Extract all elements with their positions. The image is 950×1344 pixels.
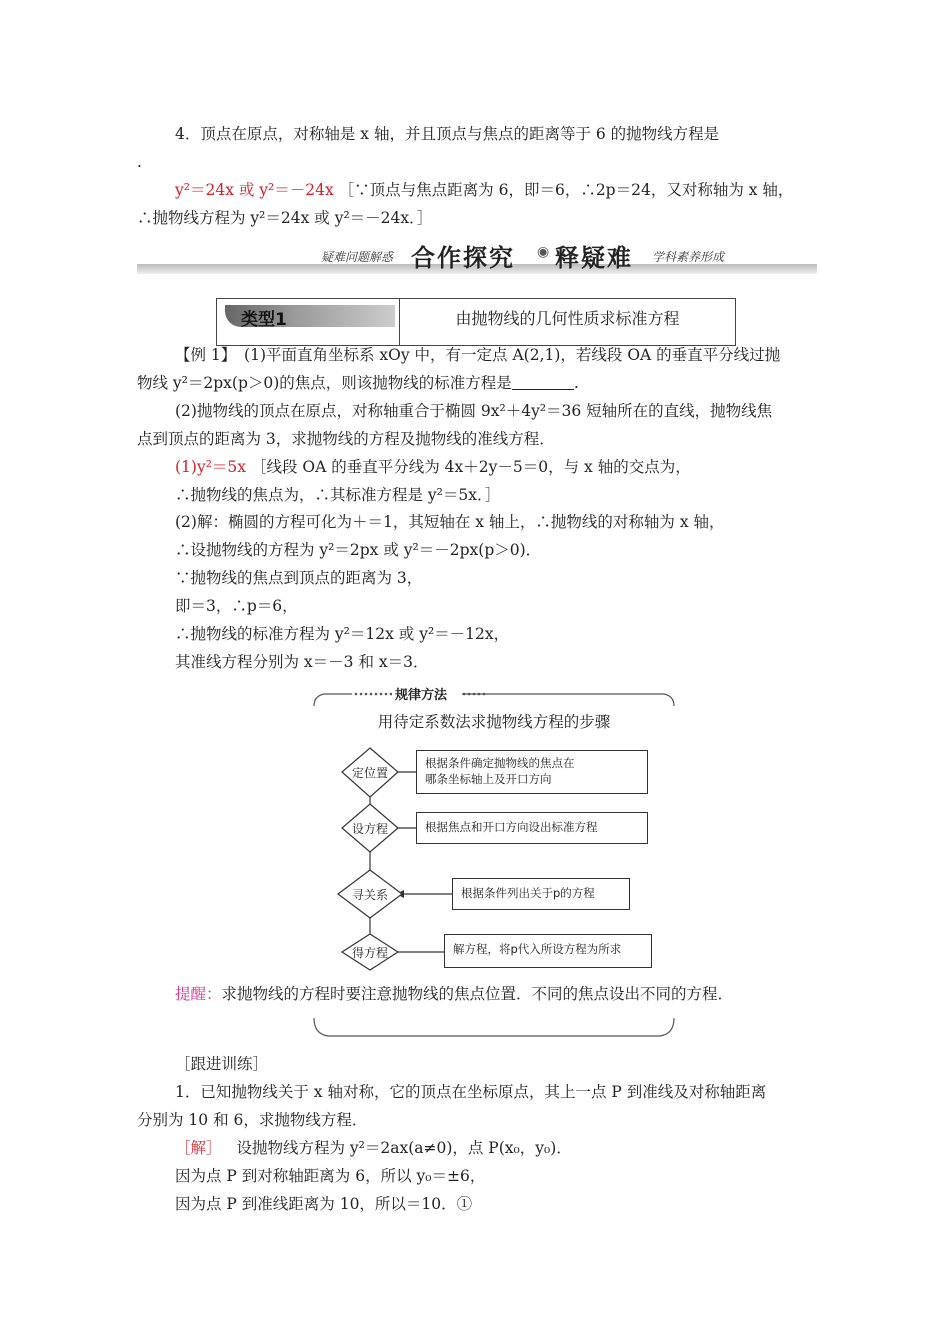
practice-header: ［跟进训练］ bbox=[175, 1055, 269, 1073]
q4-line1: 4．顶点在原点，对称轴是 x 轴，并且顶点与焦点的距离等于 6 的抛物线方程是 bbox=[175, 125, 720, 143]
step4-diamond-label: 得方程 bbox=[351, 946, 388, 960]
tip-text: 求抛物线的方程时要注意抛物线的焦点位置．不同的焦点设出不同的方程． bbox=[221, 985, 734, 1003]
practice-sol1: 设抛物线方程为 y²＝2ax(a≠0)，点 P(x₀，y₀)． bbox=[236, 1139, 572, 1157]
practice-sol-label: ［解］ bbox=[175, 1139, 222, 1157]
example-sol2: ∴设抛物线的方程为 y²＝2px 或 y²＝－2px(p＞0)． bbox=[175, 541, 542, 559]
practice-sol3: 因为点 P 到准线距离为 10，所以＝10．① bbox=[175, 1195, 473, 1213]
banner-left-small: 疑难问题解惑 bbox=[321, 250, 394, 264]
banner-title-a: 合作探究 bbox=[411, 244, 515, 272]
tip-label: 提醒： bbox=[175, 985, 222, 1003]
answer-blank bbox=[512, 375, 574, 390]
example-sol5: ∴抛物线的标准方程为 y²＝12x 或 y²＝－12x， bbox=[175, 625, 510, 643]
type1-title: 由抛物线的几何性质求标准方程 bbox=[399, 299, 735, 345]
practice-sol1-line bbox=[175, 1138, 572, 1158]
step3-diamond-label: 寻关系 bbox=[351, 888, 388, 902]
practice-sol2: 因为点 P 到对称轴距离为 6，所以 y₀＝±6， bbox=[175, 1167, 486, 1185]
step2-diamond-label: 设方程 bbox=[351, 822, 388, 836]
example-ans2: ∴抛物线的焦点为，∴其标准方程是 y²＝5x．］ bbox=[175, 486, 501, 504]
step1-box: 根据条件确定抛物线的焦点在 哪条坐标轴上及开口方向 bbox=[416, 750, 648, 794]
banner-title-b: 释疑难 bbox=[555, 244, 633, 272]
banner-arrow-icon: ◉ bbox=[537, 244, 550, 260]
type1-box bbox=[216, 298, 736, 346]
section-banner bbox=[137, 236, 817, 278]
method-tip bbox=[175, 984, 733, 1004]
q4-line2: . bbox=[137, 153, 142, 171]
step3-box: 根据条件列出关于p的方程 bbox=[452, 878, 630, 910]
example-sol4: 即＝3，∴p＝6， bbox=[175, 597, 298, 615]
method-title: 用待定系数法求抛物线方程的步骤 bbox=[377, 713, 611, 731]
example-line4: 点到顶点的距离为 3，求抛物线的方程及抛物线的准线方程． bbox=[137, 430, 555, 448]
step1-diamond-label: 定位置 bbox=[351, 766, 388, 780]
example-line2b: . bbox=[573, 374, 579, 392]
q4-explain1: ［∵顶点与焦点距离为 6，即＝6，∴2p＝24，又对称轴为 x 轴， bbox=[338, 181, 794, 199]
example-ans1-red: (1)y²＝5x bbox=[175, 458, 247, 476]
example-sol1: (2)解：椭圆的方程可化为＋＝1，其短轴在 x 轴上，∴抛物线的对称轴为 x 轴， bbox=[175, 513, 725, 531]
q4-explain2: ∴抛物线方程为 y²＝24x 或 y²＝－24x．］ bbox=[137, 209, 433, 227]
practice-q1-line2: 分别为 10 和 6，求抛物线方程． bbox=[137, 1111, 368, 1129]
method-header: 规律方法 bbox=[392, 684, 450, 703]
example-line3: (2)抛物线的顶点在原点，对称轴重合于椭圆 9x²＋4y²＝36 短轴所在的直线，抛物线焦 bbox=[175, 402, 773, 420]
example-ans1 bbox=[175, 457, 691, 477]
example-line2a: 物线 y²＝2px(p＞0)的焦点，则该抛物线的标准方程是 bbox=[137, 374, 512, 392]
step4-box: 解方程，将p代入所设方程为所求 bbox=[444, 934, 652, 968]
practice-q1-line1: 1．已知抛物线关于 x 轴对称，它的顶点在坐标原点，其上一点 P 到准线及对称轴距离 bbox=[175, 1083, 767, 1101]
q4-answer-line bbox=[175, 180, 793, 200]
example-line1: 【例 1】 (1)平面直角坐标系 xOy 中，有一定点 A(2,1)，若线段 OA 的垂直平分线过抛 bbox=[175, 346, 781, 364]
banner-right-small: 学科素养形成 bbox=[652, 250, 725, 264]
step2-box: 根据焦点和开口方向设出标准方程 bbox=[416, 812, 648, 844]
q4-answer: y²＝24x 或 y²＝－24x bbox=[175, 181, 334, 199]
type1-label: 类型1 bbox=[241, 310, 287, 330]
example-sol6: 其准线方程分别为 x＝－3 和 x＝3． bbox=[175, 653, 429, 671]
example-sol3: ∵抛物线的焦点到顶点的距离为 3， bbox=[175, 569, 423, 587]
example-line2 bbox=[137, 373, 579, 393]
example-ans1-rest: ［线段 OA 的垂直平分线为 4x＋2y－5＝0，与 x 轴的交点为， bbox=[250, 458, 691, 476]
type1-label-area bbox=[217, 299, 397, 345]
